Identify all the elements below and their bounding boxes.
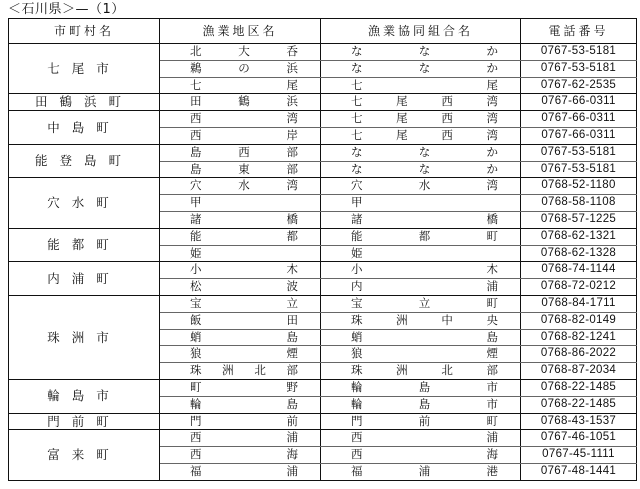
municipality-cell: 穴水町 [9, 178, 160, 228]
fishing-area-cell: 松波 [160, 279, 321, 296]
fishing-area-cell: 小木 [160, 262, 321, 279]
municipality-cell: 内浦町 [9, 262, 160, 296]
table-row [9, 44, 637, 61]
municipality-cell: 能都町 [9, 228, 160, 262]
fishing-area-cell: 甲 [160, 195, 321, 212]
cooperative-cell: 珠洲北部 [321, 363, 521, 380]
cooperative-cell: 七尾西湾 [321, 94, 521, 111]
cooperative-cell: 穴水湾 [321, 178, 521, 195]
phone-cell: 0768-82-0149 [521, 312, 637, 329]
municipality-cell: 中島町 [9, 111, 160, 145]
fishing-area-cell: 蛸島 [160, 329, 321, 346]
fishing-area-cell: 姫 [160, 245, 321, 262]
fishing-area-cell: 西浦 [160, 430, 321, 447]
phone-cell: 0768-86-2022 [521, 346, 637, 363]
table-row [9, 379, 637, 396]
header-row [9, 19, 637, 44]
cooperative-cell: 福浦港 [321, 463, 521, 480]
cooperative-cell: ななか [321, 161, 521, 178]
phone-cell: 0767-66-0311 [521, 127, 637, 144]
fishing-area-cell: 北大呑 [160, 44, 321, 61]
cooperative-cell: 輪島市 [321, 379, 521, 396]
phone-cell: 0768-87-2034 [521, 363, 637, 380]
fishing-area-cell: 能都 [160, 228, 321, 245]
municipality-cell: 輪島市 [9, 379, 160, 413]
cooperative-cell: 七尾 [321, 77, 521, 94]
table-row [9, 262, 637, 279]
table-row [9, 430, 637, 447]
phone-cell: 0768-57-1225 [521, 211, 637, 228]
municipality-cell: 珠洲市 [9, 295, 160, 379]
fishing-area-cell: 狼煙 [160, 346, 321, 363]
cooperative-cell: 姫 [321, 245, 521, 262]
cooperative-cell: 門前町 [321, 413, 521, 430]
fishing-area-cell: 西岸 [160, 127, 321, 144]
municipality-cell: 門前町 [9, 413, 160, 430]
table-row [9, 111, 637, 128]
cooperative-cell: 宝立町 [321, 295, 521, 312]
cooperative-cell: 小木 [321, 262, 521, 279]
cooperative-cell: 珠洲中央 [321, 312, 521, 329]
phone-cell: 0767-48-1441 [521, 463, 637, 480]
cooperative-cell: 七尾西湾 [321, 111, 521, 128]
table-row [9, 178, 637, 195]
phone-cell: 0767-53-5181 [521, 161, 637, 178]
header-phone: 電話番号 [521, 19, 637, 44]
cooperative-cell: 諸橋 [321, 211, 521, 228]
cooperative-cell: ななか [321, 44, 521, 61]
header-municipality: 市町村名 [9, 19, 160, 44]
phone-cell: 0767-53-5181 [521, 144, 637, 161]
municipality-cell: 田鶴浜町 [9, 94, 160, 111]
phone-cell: 0768-22-1485 [521, 379, 637, 396]
phone-cell: 0768-84-1711 [521, 295, 637, 312]
fishing-area-cell: 町野 [160, 379, 321, 396]
cooperative-cell: 西浦 [321, 430, 521, 447]
table-row [9, 94, 637, 111]
cooperative-cell: ななか [321, 144, 521, 161]
municipality-cell: 富来町 [9, 430, 160, 480]
cooperative-cell: 狼煙 [321, 346, 521, 363]
phone-cell: 0768-74-1144 [521, 262, 637, 279]
fishing-area-cell: 門前 [160, 413, 321, 430]
table-row [9, 413, 637, 430]
phone-cell: 0767-66-0311 [521, 94, 637, 111]
fishery-cooperatives-table [8, 18, 637, 481]
phone-cell: 0768-22-1485 [521, 396, 637, 413]
phone-cell: 0768-62-1328 [521, 245, 637, 262]
cooperative-cell: 蛸島 [321, 329, 521, 346]
phone-cell: 0768-43-1537 [521, 413, 637, 430]
phone-cell: 0767-53-5181 [521, 44, 637, 61]
cooperative-cell: 甲 [321, 195, 521, 212]
fishing-area-cell: 島東部 [160, 161, 321, 178]
cooperative-cell: 西海 [321, 447, 521, 464]
phone-cell: 0767-66-0311 [521, 111, 637, 128]
phone-cell: 0768-52-1180 [521, 178, 637, 195]
fishing-area-cell: 西湾 [160, 111, 321, 128]
phone-cell: 0767-45-1111 [521, 447, 637, 464]
fishing-area-cell: 福浦 [160, 463, 321, 480]
municipality-cell: 七尾市 [9, 44, 160, 94]
phone-cell: 0767-46-1051 [521, 430, 637, 447]
phone-cell: 0768-82-1241 [521, 329, 637, 346]
table-caption: ＜石川県＞—（1） [8, 2, 125, 17]
cooperative-cell: 内浦 [321, 279, 521, 296]
table-row [9, 144, 637, 161]
fishing-area-cell: 田鶴浜 [160, 94, 321, 111]
phone-cell: 0768-58-1108 [521, 195, 637, 212]
fishing-area-cell: 島西部 [160, 144, 321, 161]
header-fishing-area: 漁業地区名 [160, 19, 321, 44]
phone-cell: 0768-72-0212 [521, 279, 637, 296]
municipality-cell: 能登島町 [9, 144, 160, 178]
table-row [9, 228, 637, 245]
fishing-area-cell: 輪島 [160, 396, 321, 413]
fishing-area-cell: 諸橋 [160, 211, 321, 228]
fishing-area-cell: 穴水湾 [160, 178, 321, 195]
phone-cell: 0767-53-5181 [521, 60, 637, 77]
fishing-area-cell: 西海 [160, 447, 321, 464]
fishing-area-cell: 飯田 [160, 312, 321, 329]
fishing-area-cell: 鵜の浜 [160, 60, 321, 77]
table-body [9, 44, 637, 481]
fishing-area-cell: 珠洲北部 [160, 363, 321, 380]
cooperative-cell: 能都町 [321, 228, 521, 245]
fishing-area-cell: 七尾 [160, 77, 321, 94]
phone-cell: 0767-62-2535 [521, 77, 637, 94]
cooperative-cell: 輪島市 [321, 396, 521, 413]
phone-cell: 0768-62-1321 [521, 228, 637, 245]
cooperative-cell: ななか [321, 60, 521, 77]
fishing-area-cell: 宝立 [160, 295, 321, 312]
cooperative-cell: 七尾西湾 [321, 127, 521, 144]
header-cooperative: 漁業協同組合名 [321, 19, 521, 44]
table-row [9, 295, 637, 312]
